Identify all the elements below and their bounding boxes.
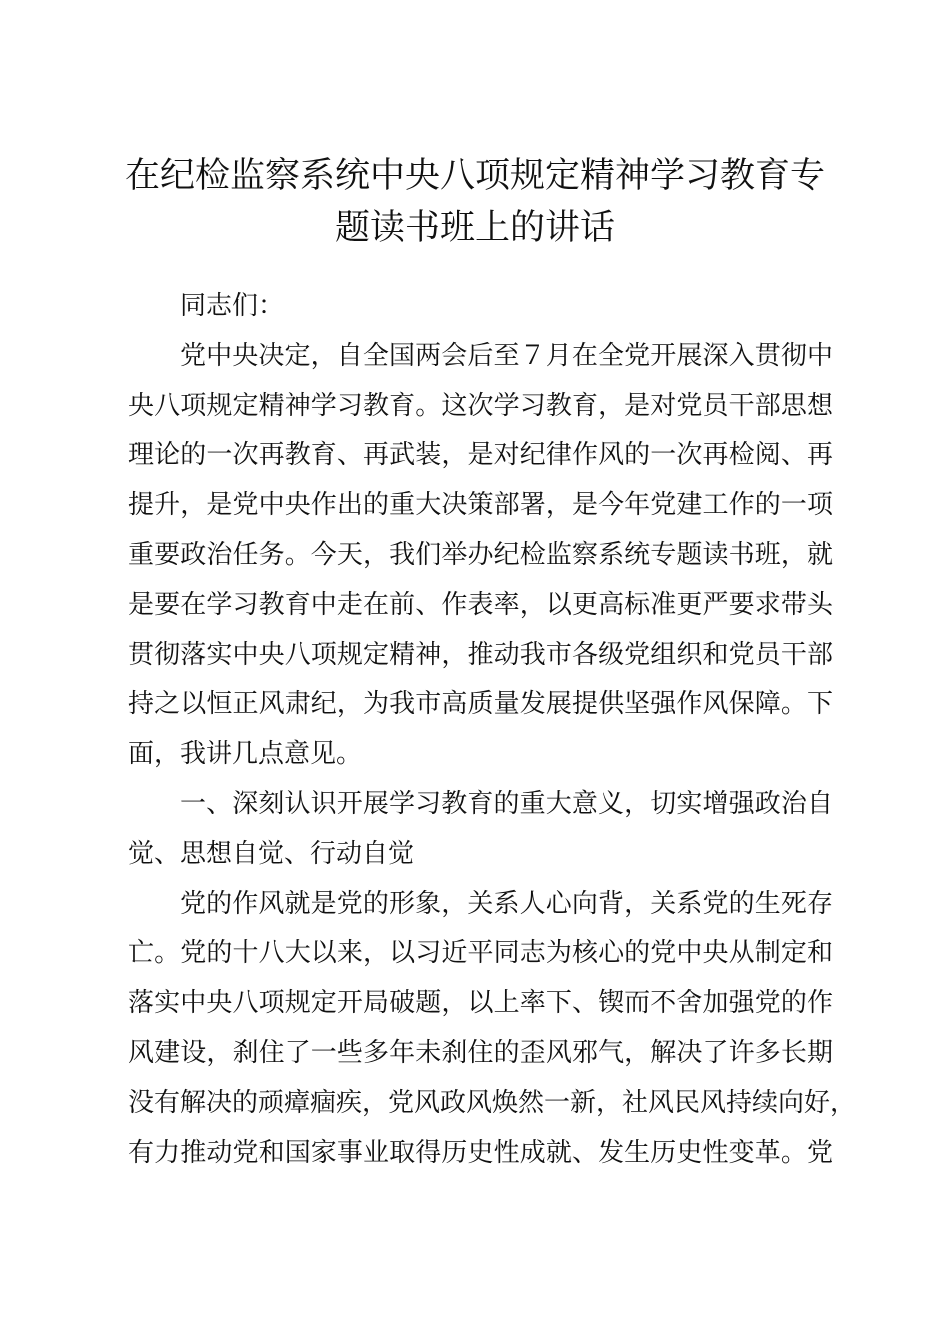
document-body bbox=[128, 282, 857, 1178]
paragraph-1-line: 面，我讲几点意见。 bbox=[128, 739, 363, 770]
title-line-2: 题读书班上的讲话 bbox=[334, 208, 615, 248]
paragraph-1-line: 提升，是党中央作出的重大决策部署，是今年党建工作的一项 bbox=[128, 490, 833, 521]
paragraph-1-line: 央八项规定精神学习教育。这次学习教育，是对党员干部思想 bbox=[128, 390, 833, 421]
paragraph-2-line: 没有解决的顽瘴痼疾，党风政风焕然一新，社风民风持续向好， bbox=[128, 1087, 857, 1118]
paragraph-1-line: 贯彻落实中央八项规定精神，推动我市各级党组织和党员干部 bbox=[128, 639, 833, 670]
document-title bbox=[100, 150, 850, 254]
paragraph-2-line: 落实中央八项规定开局破题，以上率下、锲而不舍加强党的作 bbox=[128, 988, 833, 1019]
paragraph-1-line: 重要政治任务。今天，我们举办纪检监察系统专题读书班，就 bbox=[128, 539, 833, 570]
paragraph-2-line: 有力推动党和国家事业取得历史性成就、发生历史性变革。党 bbox=[128, 1137, 833, 1168]
paragraph-1-line: 是要在学习教育中走在前、作表率，以更高标准更严要求带头 bbox=[128, 589, 833, 620]
paragraph-2-line: 风建设，刹住了一些多年未刹住的歪风邪气，解决了许多长期 bbox=[128, 1037, 833, 1068]
paragraph-1-line: 理论的一次再教育、再武装，是对纪律作风的一次再检阅、再 bbox=[128, 440, 833, 471]
paragraph-1-line: 党中央决定，自全国两会后至７月在全党开展深入贯彻中 bbox=[180, 340, 833, 371]
section-heading-line: 觉、思想自觉、行动自觉 bbox=[128, 838, 415, 869]
paragraph-1-line: 持之以恒正风肃纪，为我市高质量发展提供坚强作风保障。下 bbox=[128, 689, 833, 720]
title-line-1: 在纪检监察系统中央八项规定精神学习教育专 bbox=[124, 156, 825, 196]
salutation: 同志们： bbox=[180, 291, 285, 321]
paragraph-2-line: 亡。党的十八大以来，以习近平同志为核心的党中央从制定和 bbox=[128, 938, 833, 969]
paragraph-2-line: 党的作风就是党的形象，关系人心向背，关系党的生死存 bbox=[180, 888, 833, 919]
section-heading-line: 一、深刻认识开展学习教育的重大意义，切实增强政治自 bbox=[180, 788, 833, 819]
